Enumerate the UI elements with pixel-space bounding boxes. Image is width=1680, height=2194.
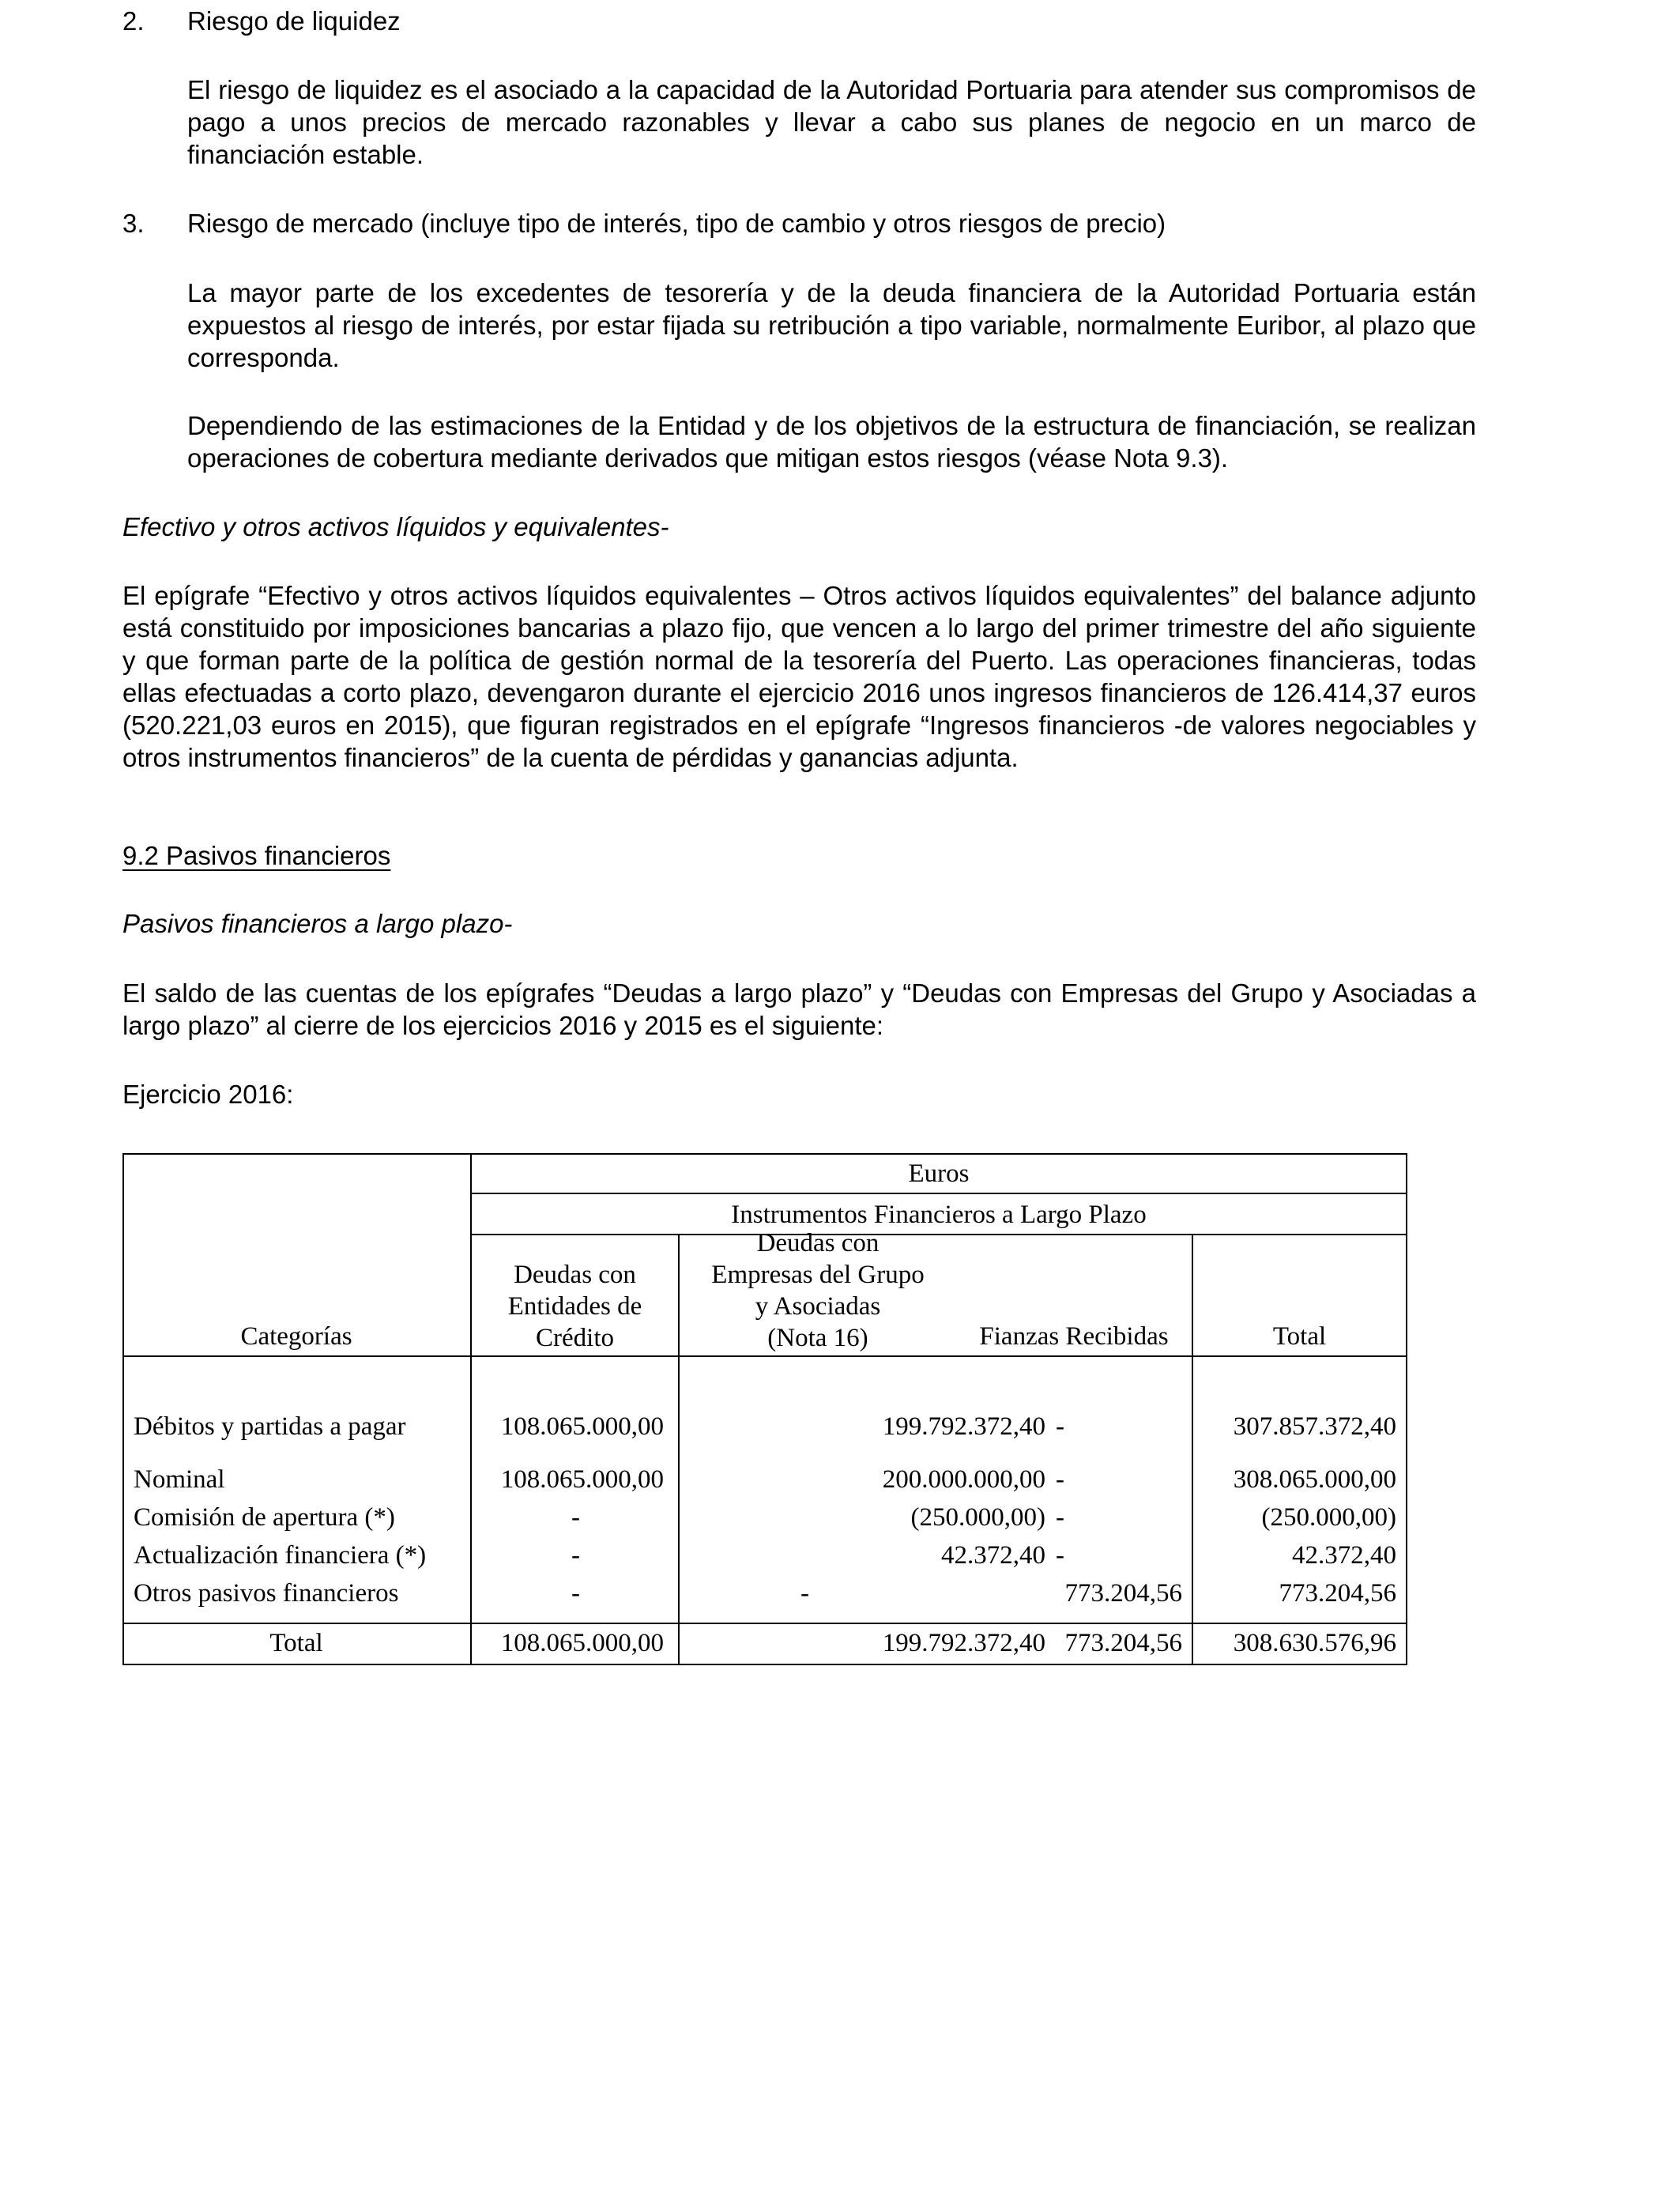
column-header-deudas-grupo: [680, 1227, 956, 1354]
header-line: Entidades de: [507, 1292, 642, 1321]
table-cell: 308.630.576,96: [1233, 1629, 1396, 1657]
column-header-categorias: Categorías: [240, 1322, 352, 1351]
header-line: Crédito: [536, 1324, 614, 1352]
table-cell: (250.000,00): [910, 1503, 1045, 1532]
header-line: Deudas con: [756, 1229, 880, 1257]
table-cell: 307.857.372,40: [1233, 1412, 1396, 1441]
table-cell: 42.372,40: [1292, 1541, 1396, 1570]
table-rule: [122, 1355, 1407, 1357]
table-cell: 773.204,56: [1279, 1579, 1396, 1608]
list-number: 2.: [122, 6, 145, 36]
header-line: (Nota 16): [767, 1324, 868, 1352]
table-cell: 108.065.000,00: [500, 1465, 664, 1494]
header-line: Deudas con: [514, 1261, 636, 1289]
paragraph: La mayor parte de los excedentes de tesorería y de la deuda financiera de la Autoridad Portuaria están expuestos al riesgo de interés, por estar fijada su retribución a tipo variable, normalmente Euribor, al plazo que corresponda.: [187, 278, 1476, 372]
column-header-deudas-entidades: [472, 1259, 678, 1354]
column-header-fianzas: Fianzas Recibidas: [979, 1322, 1169, 1351]
section-title: 9.2 Pasivos financieros: [122, 841, 391, 870]
table-cell: (250.000,00): [1261, 1503, 1396, 1532]
list-item-title: Riesgo de liquidez: [187, 6, 401, 36]
table-cell: 42.372,40: [941, 1541, 1045, 1570]
list-number: 3.: [122, 209, 145, 238]
section-subheading: Pasivos financieros a largo plazo-: [122, 909, 513, 938]
table-border: [122, 1664, 1407, 1665]
table-cell: -: [571, 1541, 580, 1570]
row-label: Actualización financiera (*): [134, 1541, 427, 1570]
table-cell: -: [1056, 1541, 1064, 1570]
list-item-title: Riesgo de mercado (incluye tipo de interés, tipo de cambio y otros riesgos de precio): [187, 209, 1166, 238]
table-cell: 199.792.372,40: [882, 1412, 1045, 1441]
row-label: Comisión de apertura (*): [134, 1503, 395, 1532]
table-border: [122, 1153, 124, 1665]
table-cell: 773.204,56: [1064, 1579, 1182, 1608]
table-cell: 200.000.000,00: [882, 1465, 1045, 1494]
table-cell: -: [571, 1579, 580, 1608]
table-border: [1406, 1153, 1407, 1665]
header-line: Empresas del Grupo: [711, 1261, 925, 1289]
table-cell: 199.792.372,40: [882, 1629, 1045, 1657]
total-row-label: Total: [269, 1629, 323, 1657]
table-header-group: Instrumentos Financieros a Largo Plazo: [731, 1201, 1147, 1229]
table-header-euros: Euros: [908, 1159, 970, 1188]
table-cell: -: [1056, 1465, 1064, 1494]
row-label: Nominal: [134, 1465, 225, 1494]
table-cell: -: [1056, 1503, 1064, 1532]
table-cell: -: [571, 1503, 580, 1532]
paragraph: El epígrafe “Efectivo y otros activos líquidos equivalentes – Otros activos líquidos equivalentes” del balance adjunto está constituido por imposiciones bancarias a plazo fijo, que vencen a lo largo del primer trimestre del año siguiente y que forman parte de la política de gestión normal de la tesorería del Puerto. Las operaciones financieras, todas ellas efectuadas a corto plazo, devengaron durante el ejercicio 2016 unos ingresos financieros de 126.414,37 euros (520.221,03 euros en 2015), que figuran registrados en el epígrafe “Ingresos financieros -de valores negociables y otros instrumentos financieros” de la cuenta de pérdidas y ganancias adjunta.: [122, 581, 1476, 772]
table-cell: 773.204,56: [1064, 1629, 1182, 1657]
paragraph: El saldo de las cuentas de los epígrafes “Deudas a largo plazo” y “Deudas con Empresas del Grupo y Asociadas a largo plazo” al cierre de los ejercicios 2016 y 2015 es el siguiente:: [122, 978, 1476, 1040]
table-cell: -: [800, 1579, 809, 1608]
table-cell: -: [1056, 1412, 1064, 1441]
header-line: y Asociadas: [755, 1292, 881, 1321]
table-cell: 308.065.000,00: [1233, 1465, 1396, 1494]
paragraph: El riesgo de liquidez es el asociado a la capacidad de la Autoridad Portuaria para atender sus compromisos de pago a unos precios de mercado razonables y llevar a cabo sus planes de negocio en un marco de financiación estable.: [187, 75, 1476, 169]
paragraph: Dependiendo de las estimaciones de la Entidad y de los objetivos de la estructura de financiación, se realizan operaciones de cobertura mediante derivados que mitigan estos riesgos (véase Nota 9.3).: [187, 411, 1476, 473]
column-header-total: Total: [1272, 1322, 1327, 1351]
row-label: Débitos y partidas a pagar: [134, 1412, 406, 1441]
row-label: Otros pasivos financieros: [134, 1579, 399, 1608]
table-border: [122, 1153, 1407, 1155]
liabilities-table: [122, 1153, 1407, 1665]
table-rule: [470, 1193, 1407, 1194]
ejercicio-label: Ejercicio 2016:: [122, 1080, 294, 1109]
table-cell: 108.065.000,00: [500, 1412, 664, 1441]
section-subheading: Efectivo y otros activos líquidos y equivalentes-: [122, 512, 669, 541]
table-rule: [122, 1623, 1407, 1624]
table-cell: 108.065.000,00: [500, 1629, 664, 1657]
